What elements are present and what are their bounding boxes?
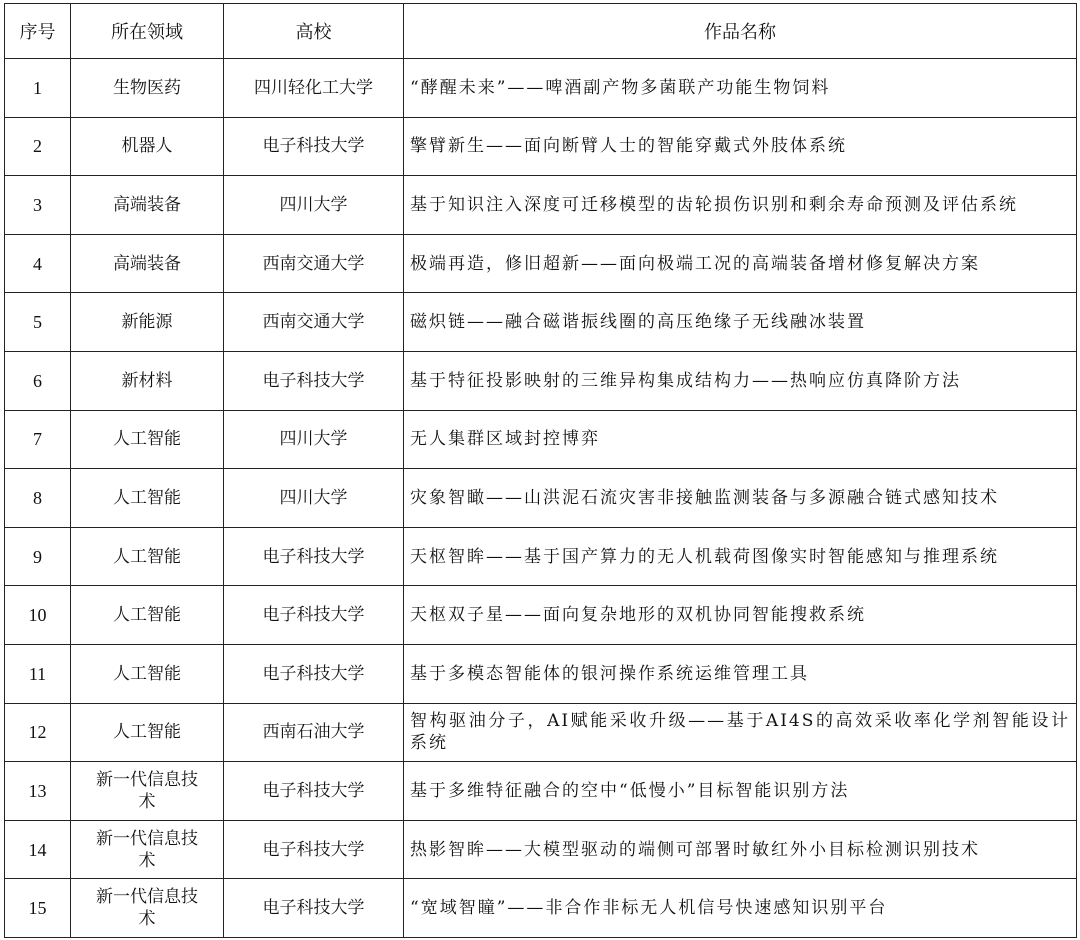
cell-field-text: 人工智能 bbox=[113, 546, 181, 567]
cell-title: 基于多维特征融合的空中“低慢小”目标智能识别方法 bbox=[404, 762, 1077, 821]
cell-field bbox=[71, 117, 224, 176]
cell-num: 5 bbox=[5, 293, 71, 352]
table-row bbox=[5, 762, 1077, 821]
cell-title: “宽域智瞳”——非合作非标无人机信号快速感知识别平台 bbox=[404, 879, 1077, 938]
cell-field bbox=[71, 176, 224, 235]
cell-uni: 电子科技大学 bbox=[224, 351, 404, 410]
table-row bbox=[5, 644, 1077, 703]
cell-title: 热影智眸——大模型驱动的端侧可部署时敏红外小目标检测识别技术 bbox=[404, 820, 1077, 879]
cell-title: 智构驱油分子，AI赋能采收升级——基于AI4S的高效采收率化学剂智能设计系统 bbox=[404, 703, 1077, 762]
cell-uni: 电子科技大学 bbox=[224, 879, 404, 938]
cell-num: 6 bbox=[5, 351, 71, 410]
table-row bbox=[5, 59, 1077, 118]
cell-title: 灾象智瞰——山洪泥石流灾害非接触监测装备与多源融合链式感知技术 bbox=[404, 469, 1077, 528]
cell-uni: 四川大学 bbox=[224, 176, 404, 235]
cell-num: 7 bbox=[5, 410, 71, 469]
table-row bbox=[5, 117, 1077, 176]
table-row bbox=[5, 586, 1077, 645]
cell-num: 12 bbox=[5, 703, 71, 762]
cell-title: 擎臂新生——面向断臂人士的智能穿戴式外肢体系统 bbox=[404, 117, 1077, 176]
cell-uni: 四川轻化工大学 bbox=[224, 59, 404, 118]
cell-field bbox=[71, 234, 224, 293]
table-row bbox=[5, 820, 1077, 879]
table-body bbox=[5, 59, 1077, 938]
cell-num: 11 bbox=[5, 644, 71, 703]
cell-uni: 电子科技大学 bbox=[224, 820, 404, 879]
cell-field bbox=[71, 59, 224, 118]
cell-field-text: 高端装备 bbox=[113, 194, 181, 215]
cell-field-text: 高端装备 bbox=[113, 253, 181, 274]
table-row bbox=[5, 176, 1077, 235]
cell-field-text: 人工智能 bbox=[113, 663, 181, 684]
table-row bbox=[5, 293, 1077, 352]
table-row bbox=[5, 703, 1077, 762]
header-num: 序号 bbox=[5, 4, 71, 59]
cell-title: 天枢双子星——面向复杂地形的双机协同智能搜救系统 bbox=[404, 586, 1077, 645]
cell-title: 极端再造，修旧超新——面向极端工况的高端装备增材修复解决方案 bbox=[404, 234, 1077, 293]
cell-field-text: 机器人 bbox=[121, 136, 173, 157]
cell-field-text: 人工智能 bbox=[113, 429, 181, 450]
cell-num: 14 bbox=[5, 820, 71, 879]
cell-title: 基于知识注入深度可迁移模型的齿轮损伤识别和剩余寿命预测及评估系统 bbox=[404, 176, 1077, 235]
cell-title: 天枢智眸——基于国产算力的无人机载荷图像实时智能感知与推理系统 bbox=[404, 527, 1077, 586]
cell-uni: 四川大学 bbox=[224, 469, 404, 528]
cell-field bbox=[71, 762, 224, 821]
header-row bbox=[5, 4, 1077, 59]
cell-field-text: 新能源 bbox=[121, 312, 173, 333]
cell-title: 磁炽链——融合磁谐振线圈的高压绝缘子无线融冰装置 bbox=[404, 293, 1077, 352]
cell-uni: 四川大学 bbox=[224, 410, 404, 469]
header-field: 所在领域 bbox=[71, 4, 224, 59]
cell-uni: 电子科技大学 bbox=[224, 586, 404, 645]
cell-num: 1 bbox=[5, 59, 71, 118]
table-row bbox=[5, 410, 1077, 469]
cell-field bbox=[71, 644, 224, 703]
cell-field bbox=[71, 879, 224, 938]
cell-field-text: 新一代信息技术 bbox=[96, 887, 198, 930]
table-row bbox=[5, 234, 1077, 293]
cell-uni: 电子科技大学 bbox=[224, 762, 404, 821]
cell-num: 4 bbox=[5, 234, 71, 293]
cell-uni: 电子科技大学 bbox=[224, 527, 404, 586]
cell-field bbox=[71, 469, 224, 528]
cell-field-text: 人工智能 bbox=[113, 605, 181, 626]
cell-num: 15 bbox=[5, 879, 71, 938]
cell-uni: 西南交通大学 bbox=[224, 293, 404, 352]
table-row bbox=[5, 527, 1077, 586]
cell-title: 无人集群区域封控博弈 bbox=[404, 410, 1077, 469]
cell-uni: 电子科技大学 bbox=[224, 644, 404, 703]
cell-field bbox=[71, 293, 224, 352]
cell-uni: 西南石油大学 bbox=[224, 703, 404, 762]
cell-num: 13 bbox=[5, 762, 71, 821]
cell-field-text: 人工智能 bbox=[113, 487, 181, 508]
header-uni: 高校 bbox=[224, 4, 404, 59]
cell-field bbox=[71, 410, 224, 469]
cell-uni: 电子科技大学 bbox=[224, 117, 404, 176]
cell-num: 10 bbox=[5, 586, 71, 645]
table-row bbox=[5, 351, 1077, 410]
cell-field bbox=[71, 351, 224, 410]
cell-title: 基于特征投影映射的三维异构集成结构力——热响应仿真降阶方法 bbox=[404, 351, 1077, 410]
cell-field bbox=[71, 527, 224, 586]
cell-num: 9 bbox=[5, 527, 71, 586]
cell-uni: 西南交通大学 bbox=[224, 234, 404, 293]
works-table bbox=[4, 3, 1077, 938]
cell-num: 8 bbox=[5, 469, 71, 528]
cell-title: “酵醒未来”——啤酒副产物多菌联产功能生物饲料 bbox=[404, 59, 1077, 118]
cell-field-text: 新一代信息技术 bbox=[96, 769, 198, 812]
header-title: 作品名称 bbox=[404, 4, 1077, 59]
cell-field bbox=[71, 703, 224, 762]
cell-field bbox=[71, 586, 224, 645]
cell-field-text: 生物医药 bbox=[113, 77, 181, 98]
cell-num: 2 bbox=[5, 117, 71, 176]
cell-field bbox=[71, 820, 224, 879]
cell-num: 3 bbox=[5, 176, 71, 235]
cell-field-text: 人工智能 bbox=[113, 722, 181, 743]
cell-field-text: 新材料 bbox=[121, 370, 173, 391]
table-row bbox=[5, 879, 1077, 938]
cell-field-text: 新一代信息技术 bbox=[96, 828, 198, 871]
cell-title: 基于多模态智能体的银河操作系统运维管理工具 bbox=[404, 644, 1077, 703]
table-row bbox=[5, 469, 1077, 528]
